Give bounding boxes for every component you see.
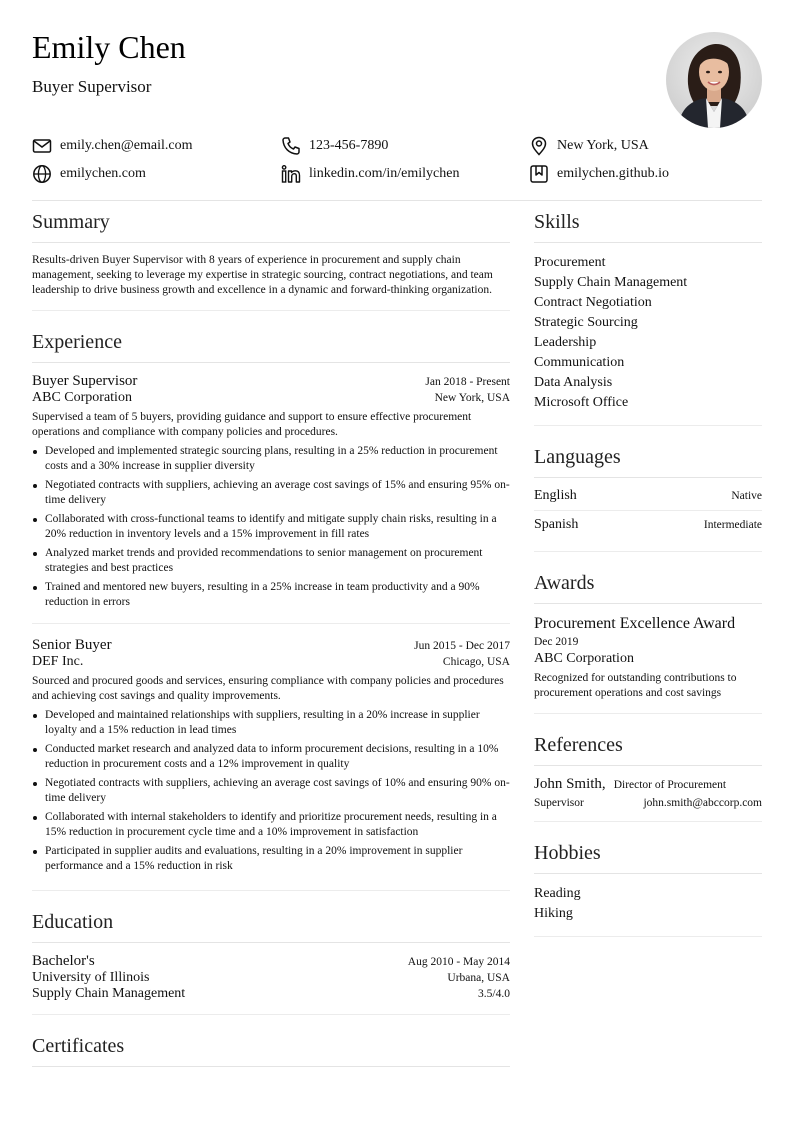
profile-photo-icon [666, 32, 762, 128]
achievement-item: Negotiated contracts with suppliers, achieving an average cost savings of 10% and ensuring 90% on-time delivery [32, 776, 510, 806]
job-entry [32, 623, 510, 874]
gpa: 3.5/4.0 [478, 988, 510, 1000]
email-text: emily.chen@email.com [60, 138, 193, 153]
language-item [534, 510, 762, 539]
summary-section [32, 207, 510, 311]
language-level: Intermediate [703, 519, 762, 531]
degree: Bachelor's [32, 953, 95, 969]
candidate-name: Emily Chen [32, 29, 186, 65]
achievement-item: Trained and mentored new buyers, resulting in a 25% increase in team productivity and a 90% reduction in errors [32, 580, 510, 610]
language-item [534, 488, 762, 510]
job-dates: Jun 2015 - Dec 2017 [414, 640, 510, 652]
candidate-title: Buyer Supervisor [32, 77, 152, 96]
job-achievements [32, 444, 510, 610]
award-description: Recognized for outstanding contributions to procurement operations and cost savings [534, 672, 737, 699]
summary-heading: Summary [32, 207, 510, 243]
job-location: Chicago, USA [442, 656, 510, 668]
language-level: Native [731, 490, 762, 502]
job-company: DEF Inc. [32, 654, 84, 669]
education-heading: Education [32, 907, 510, 943]
reference-role: Director of Procurement [613, 779, 727, 791]
job-description: Sourced and procured goods and services, ensuring compliance with company policies and procedures and achieving cost savings and quality improvements. [32, 675, 504, 702]
skill-item: Contract Negotiation [534, 295, 652, 310]
award-date: Dec 2019 [534, 636, 579, 648]
skill-item: Leadership [534, 335, 597, 350]
profile-photo [666, 32, 762, 128]
bookmark-icon [529, 164, 549, 184]
map-pin-icon [529, 136, 549, 156]
certificates-heading: Certificates [32, 1031, 510, 1067]
job-title: Buyer Supervisor [32, 373, 138, 389]
contact-linkedin[interactable] [281, 163, 459, 185]
experience-heading: Experience [32, 327, 510, 363]
school: University of Illinois [32, 970, 150, 985]
job-entry [32, 373, 510, 610]
achievement-item: Conducted market research and analyzed data to inform procurement decisions, resulting in a 10% reduction in procurement costs and a 12% improvement in quality [32, 742, 510, 772]
certificates-section [32, 1031, 510, 1089]
mail-icon [32, 136, 52, 156]
contact-website[interactable] [32, 163, 146, 185]
achievement-item: Negotiated contracts with suppliers, achieving an average cost savings of 15% and ensuring 95% on-time delivery [32, 478, 510, 508]
field-of-study: Supply Chain Management [32, 986, 186, 1001]
award-organization: ABC Corporation [534, 651, 634, 666]
experience-section [32, 327, 510, 891]
hobby-item: Hiking [534, 906, 573, 921]
contact-phone[interactable] [281, 135, 388, 157]
portfolio-text: emilychen.github.io [557, 166, 669, 181]
languages-section [534, 442, 762, 552]
award-title: Procurement Excellence Award [534, 615, 736, 632]
job-location: New York, USA [434, 392, 510, 404]
achievement-item: Developed and implemented strategic sourcing plans, resulting in a 25% reduction in procurement costs and a 30% increase in supplier diversity [32, 444, 510, 474]
left-column [32, 207, 510, 1105]
references-heading: References [534, 730, 762, 766]
location-text: New York, USA [557, 138, 649, 153]
achievement-item: Developed and maintained relationships with suppliers, resulting in a 20% increase in supplier loyalty and a 15% reduction in lead times [32, 708, 510, 738]
skill-item: Strategic Sourcing [534, 315, 638, 330]
reference-email[interactable]: john.smith@abccorp.com [643, 797, 762, 809]
skill-item: Data Analysis [534, 375, 613, 390]
awards-heading: Awards [534, 568, 762, 604]
hobbies-section [534, 838, 762, 937]
reference-relation: Supervisor [534, 797, 584, 809]
contact-location [529, 135, 649, 157]
job-company: ABC Corporation [32, 390, 132, 405]
globe-icon [32, 164, 52, 184]
hobbies-heading: Hobbies [534, 838, 762, 874]
awards-section [534, 568, 762, 714]
contact-portfolio[interactable] [529, 163, 669, 185]
linkedin-text: linkedin.com/in/emilychen [309, 166, 460, 181]
skills-section [534, 207, 762, 426]
job-title: Senior Buyer [32, 637, 112, 653]
language-name: English [534, 488, 577, 503]
language-name: Spanish [534, 517, 579, 532]
header-divider [32, 200, 762, 201]
languages-heading: Languages [534, 442, 762, 478]
education-dates: Aug 2010 - May 2014 [407, 956, 510, 968]
summary-text: Results-driven Buyer Supervisor with 8 years of experience in procurement and supply chain management, seeking to leverage my expertise in strategic sourcing, contract negotiations, and team leadership to drive business growth and excellence in a dynamic and forward-thinking organization. [32, 254, 493, 296]
skill-item: Procurement [534, 255, 606, 270]
references-section [534, 730, 762, 822]
skill-item: Communication [534, 355, 625, 370]
achievement-item: Participated in supplier audits and evaluations, resulting in a 20% improvement in supplier performance and a 15% reduction in risk [32, 844, 510, 874]
achievement-item: Collaborated with internal stakeholders to identify and prioritize procurement needs, resulting in a 15% reduction in procurement cycle time and a 10% improvement in satisfaction [32, 810, 510, 840]
website-text: emilychen.com [60, 166, 146, 181]
achievement-item: Analyzed market trends and provided recommendations to senior management on procurement strategies and best practices [32, 546, 510, 576]
linkedin-icon [281, 164, 301, 184]
contact-email[interactable] [32, 135, 193, 157]
phone-icon [281, 136, 301, 156]
phone-text: 123-456-7890 [309, 138, 389, 153]
job-achievements [32, 708, 510, 874]
achievement-item: Collaborated with cross-functional teams to identify and mitigate supply chain risks, resulting in a 20% reduction in inventory levels and a 15% improvement in fill rates [32, 512, 510, 542]
school-location: Urbana, USA [447, 972, 510, 984]
reference-name: John Smith, [534, 776, 606, 792]
skill-item: Supply Chain Management [534, 275, 688, 290]
job-dates: Jan 2018 - Present [425, 376, 510, 388]
right-column [534, 207, 762, 953]
hobby-item: Reading [534, 886, 581, 901]
education-section [32, 907, 510, 1015]
skill-item: Microsoft Office [534, 395, 629, 410]
skills-heading: Skills [534, 207, 762, 243]
job-description: Supervised a team of 5 buyers, providing guidance and support to ensure effective procurement operations and compliance with company policies and procedures. [32, 411, 472, 438]
